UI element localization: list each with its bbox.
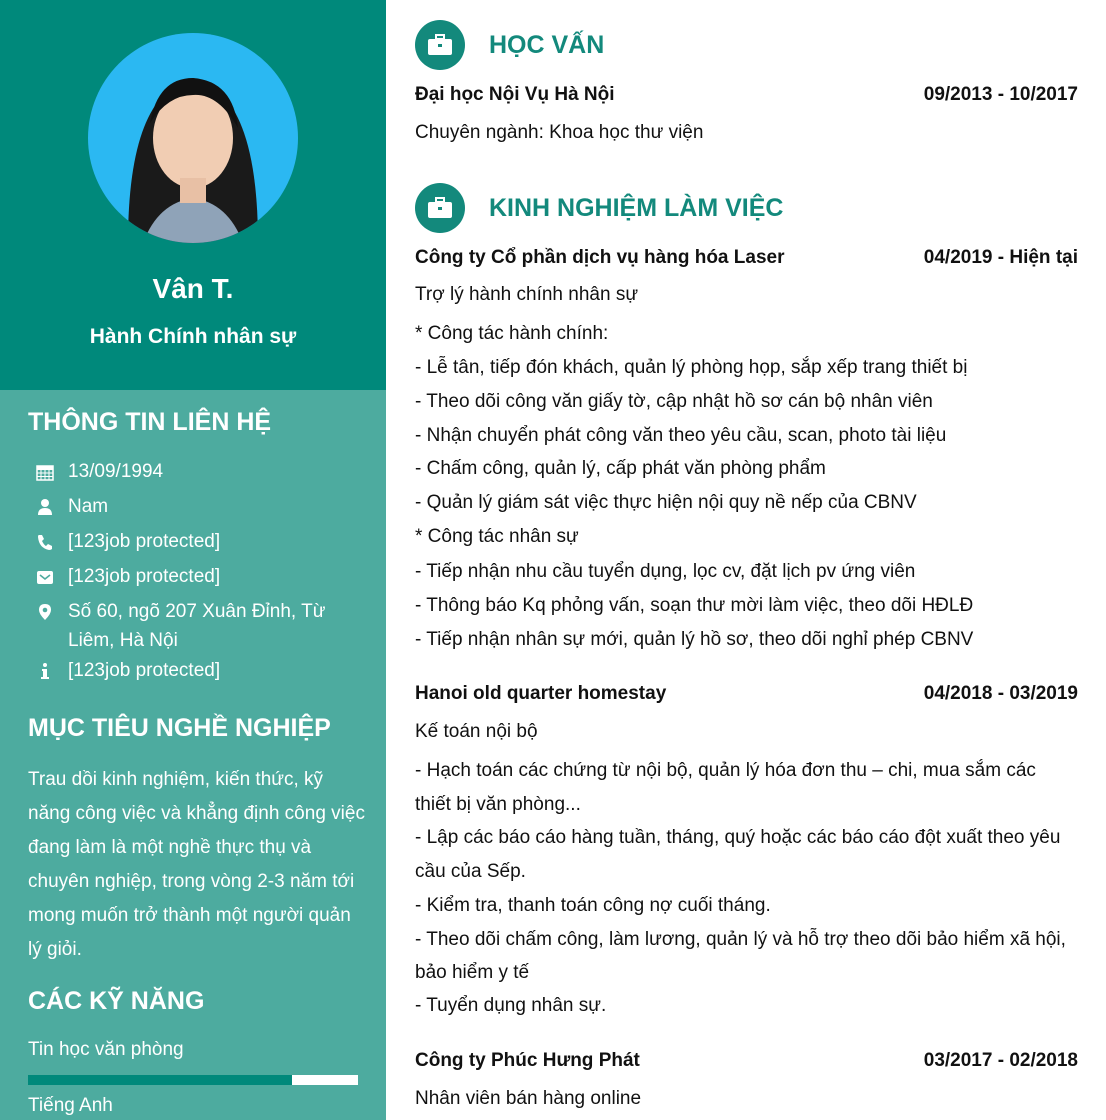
skill-level-bar xyxy=(28,1075,358,1085)
job-description-line: * Công tác nhân sự xyxy=(415,526,579,547)
job-description-line: - Lễ tân, tiếp đón khách, quản lý phòng họp, sắp xếp trang thiết bị xyxy=(415,357,968,378)
phone: [123job protected] xyxy=(68,531,221,552)
job-description-line: - Theo dõi chấm công, làm lương, quản lý và hỗ trợ theo dõi bảo hiểm xã hội, xyxy=(415,929,1066,950)
job-description-line: - Nhận chuyển phát công văn theo yêu cầu, scan, photo tài liệu xyxy=(415,425,947,446)
job-row xyxy=(415,683,1078,705)
job-position: Kế toán nội bộ xyxy=(415,721,538,742)
job-description-line: - Kiểm tra, thanh toán công nợ cuối tháng. xyxy=(415,895,771,916)
company-name: Công ty Cổ phần dịch vụ hàng hóa Laser xyxy=(415,247,785,268)
job-description-line: bảo hiểm y tế xyxy=(415,962,530,983)
job-description-line: - Tiếp nhận nhân sự mới, quản lý hồ sơ, theo dõi nghỉ phép CBNV xyxy=(415,629,974,650)
job-row xyxy=(415,1050,1078,1072)
job-description-line: cầu của Sếp. xyxy=(415,861,526,882)
gender: Nam xyxy=(68,496,109,517)
briefcase-icon xyxy=(415,183,465,233)
job-description-line: * Công tác hành chính: xyxy=(415,323,609,344)
skill-level-fill xyxy=(28,1075,292,1085)
contact-heading: THÔNG TIN LIÊN HỆ xyxy=(28,408,272,436)
job-period: 04/2019 - Hiện tại xyxy=(923,247,1078,268)
job-description-line: - Thông báo Kq phỏng vấn, soạn thư mời làm việc, theo dõi HĐLĐ xyxy=(415,595,974,616)
job-period: 04/2018 - 03/2019 xyxy=(923,683,1078,704)
email-icon xyxy=(36,568,54,586)
job-description-line: - Theo dõi công văn giấy tờ, cập nhật hồ sơ cán bộ nhân viên xyxy=(415,391,933,412)
user-icon xyxy=(36,498,54,516)
education-heading: HỌC VẤN xyxy=(489,30,605,59)
job-period: 03/2017 - 02/2018 xyxy=(923,1050,1078,1071)
job-description-line: - Tuyển dụng nhân sự. xyxy=(415,995,607,1016)
skill-name: Tiếng Anh xyxy=(28,1095,113,1116)
skill-name: Tin học văn phòng xyxy=(28,1039,184,1060)
profile-name: Vân T. xyxy=(152,273,234,304)
job-position: Trợ lý hành chính nhân sự xyxy=(415,284,639,305)
email: [123job protected] xyxy=(68,566,221,587)
briefcase-icon xyxy=(415,20,465,70)
profile-header xyxy=(0,0,386,390)
birthday: 13/09/1994 xyxy=(68,461,164,482)
job-description-line: - Tiếp nhận nhu cầu tuyển dụng, lọc cv, đặt lịch pv ứng viên xyxy=(415,561,916,582)
job-description-line: thiết bị văn phòng... xyxy=(415,794,581,815)
skills-heading: CÁC KỸ NĂNG xyxy=(28,987,205,1015)
profile-photo xyxy=(88,33,298,243)
company-name: Công ty Phúc Hưng Phát xyxy=(415,1050,640,1071)
job-description-line: - Quản lý giám sát việc thực hiện nội quy nề nếp của CBNV xyxy=(415,492,917,513)
address: Số 60, ngõ 207 Xuân Đỉnh, Từ Liêm, Hà Nội xyxy=(68,601,326,651)
objective-heading: MỤC TIÊU NGHỀ NGHIỆP xyxy=(28,714,331,742)
phone-icon xyxy=(36,533,54,551)
experience-section-header xyxy=(415,183,783,233)
education-period: 09/2013 - 10/2017 xyxy=(923,84,1078,105)
job-description-line: - Lập các báo cáo hàng tuần, tháng, quý hoặc các báo cáo đột xuất theo yêu xyxy=(415,827,1061,848)
info-icon xyxy=(36,662,54,680)
map-marker-icon xyxy=(36,603,54,621)
education-major: Chuyên ngành: Khoa học thư viện xyxy=(415,122,704,143)
website: [123job protected] xyxy=(68,660,221,681)
school-name: Đại học Nội Vụ Hà Nội xyxy=(415,84,615,105)
objective-text: Trau dồi kinh nghiệm, kiến thức, kỹ năng công việc và khẳng định công việc đang làm là một nghề thực thụ và chuyên nghiệp, trong vòng 2-3 năm tới mong muốn trở thành một người quản lý giỏi. xyxy=(28,769,365,960)
education-section-header xyxy=(415,20,604,70)
job-position: Nhân viên bán hàng online xyxy=(415,1088,642,1109)
company-name: Hanoi old quarter homestay xyxy=(415,683,667,704)
experience-heading: KINH NGHIỆM LÀM VIỆC xyxy=(489,193,784,222)
profile-role: Hành Chính nhân sự xyxy=(89,325,297,348)
job-description-line: - Hạch toán các chứng từ nội bộ, quản lý hóa đơn thu – chi, mua sắm các xyxy=(415,760,1036,781)
job-row xyxy=(415,247,1078,269)
sidebar xyxy=(0,0,386,1120)
job-description-line: - Chấm công, quản lý, cấp phát văn phòng phẩm xyxy=(415,458,826,479)
education-row xyxy=(415,84,1078,106)
calendar-icon xyxy=(36,463,54,481)
